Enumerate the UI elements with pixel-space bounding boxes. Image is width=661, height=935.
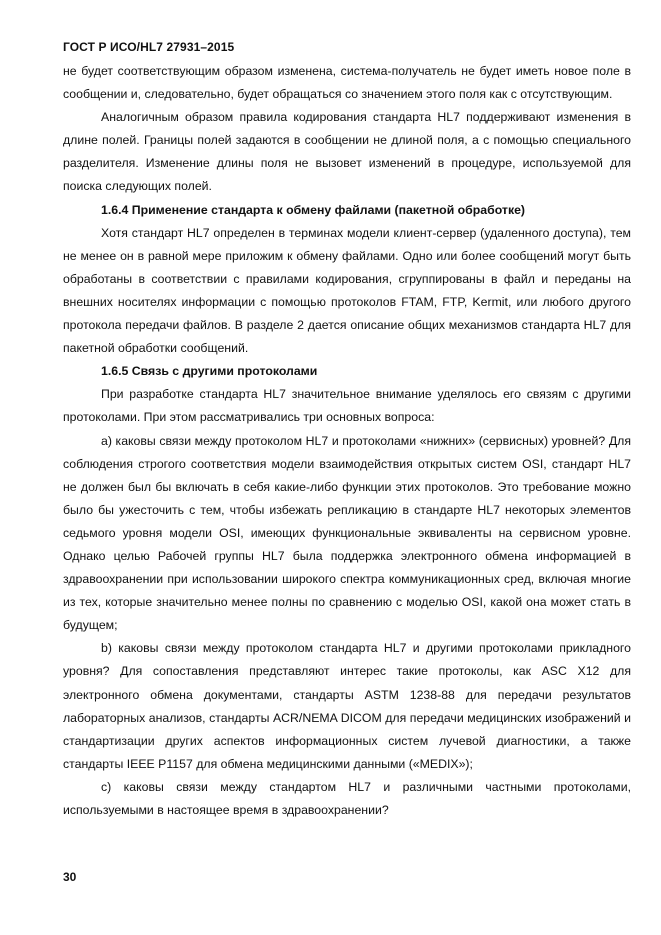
paragraph-other-protocols: При разработке стандарта HL7 значительное внимание уделялось его связям с другими протоколами. При этом рассматривались три основных вопроса: [63, 387, 631, 425]
list-item-c: с) каковы связи между стандартом HL7 и различными частными протоколами, используемыми в настоящее время в здравоохранении? [63, 779, 631, 817]
page-number: 30 [63, 870, 77, 884]
list-item-b: b) каковы связи между протоколом стандарта HL7 и другими протоколами прикладного уровня? Для сопоставления представляют интерес такие протоколы, как ASC X12 для электронного обмена документами, стандарты ASTM 1238-88 для передачи результатов лабораторных анализов, стандарты ACR/NEMA DICOM для передачи медицинских изображений и стандартизации других аспектов информационных систем лучевой диагностики, а также стандарты IEEE P1157 для обмена медицинскими данными («MEDIX»); [63, 641, 631, 771]
paragraph-continuation: не будет соответствующим образом изменена, система-получатель не будет иметь новое поле в сообщении и, следовательно, будет обращаться со значением этого поля как с отсутствующим. [63, 64, 631, 102]
page-header: ГОСТ Р ИСО/HL7 27931–2015 [63, 40, 235, 54]
list-item-a: а) каковы связи между протоколом HL7 и протоколами «нижних» (сервисных) уровней? Для соблюдения строгого соответствия модели взаимодействия открытых систем OSI, стандарт HL7 не должен был бы включать в себя какие-либо функции этих протоколов. Это требование можно было бы ужесточить с тем, чтобы избежать репликацию в стандарте HL7 некоторых элементов седьмого уровня модели OSI, имеющих функциональные эквиваленты на сервисном уровне. Однако целью Рабочей группы HL7 была поддержка электронного обмена информацией в здравоохранении при использовании широкого спектра коммуникационных сред, включая многие из тех, которые значительно менее полны по сравнению с моделью OSI, какой она может стать в будущем; [63, 433, 631, 633]
section-heading-1-6-4: 1.6.4 Применение стандарта к обмену файлами (пакетной обработке) [101, 202, 526, 217]
paragraph-batch-processing: Хотя стандарт HL7 определен в терминах модели клиент-сервер (удаленного доступа), тем не менее он в равной мере приложим к обмену файлами. Одно или более сообщений могут быть обработаны в соответствии с правилами кодирования, сгруппированы в файл и переданы на внешних носителях информации с помощью протоколов FTAM, FTP, Kermit, или любого другого протокола передачи файлов. В разделе 2 дается описание общих механизмов стандарта HL7 для пакетной обработки сообщений. [63, 225, 631, 356]
section-heading-1-6-5: 1.6.5 Связь с другими протоколами [101, 364, 318, 379]
paragraph-field-length: Аналогичным образом правила кодирования стандарта HL7 поддерживают изменения в длине полей. Границы полей задаются в сообщении не длиной поля, а с помощью специального разделителя. Изменение длины поля не вызовет изменений в процедуре, используемой для поиска следующих полей. [63, 110, 631, 194]
page-body [63, 60, 631, 822]
